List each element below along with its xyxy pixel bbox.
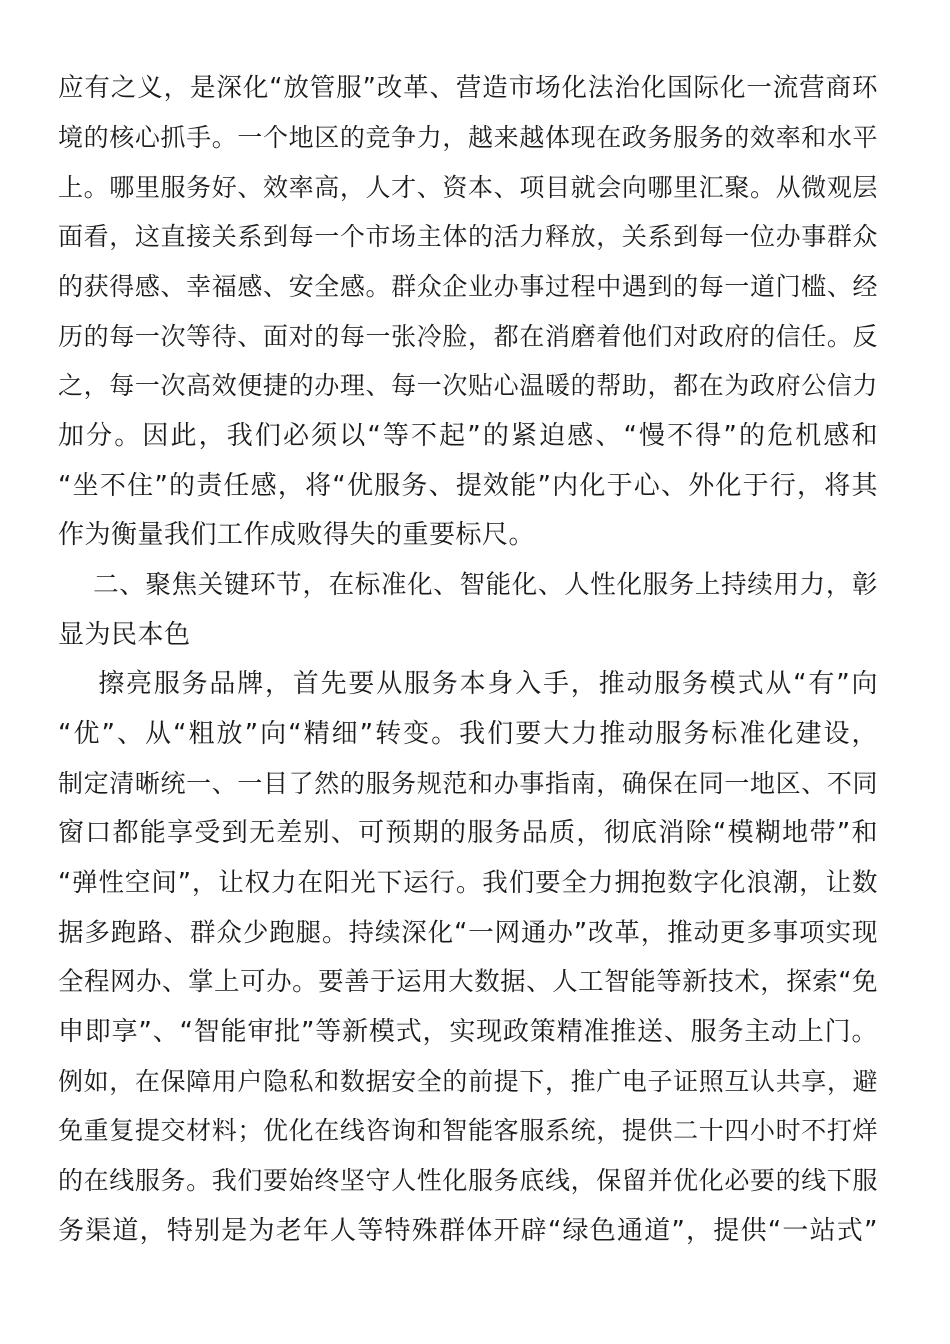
text-line-2: 境的核心抓手。一个地区的竞争力，越来越体现在政务服务的效率和水平 <box>58 123 878 152</box>
text-line-17: “弹性空间”，让权力在阳光下运行。我们要全力拥抱数字化浪潮，让数 <box>58 868 878 898</box>
text-line-1: 应有之义，是深化“放管服”改革、营造市场化法治化国际化一流营商环 <box>58 73 878 103</box>
text-line-6: 历的每一次等待、面对的每一张冷脸，都在消磨着他们对政府的信任。反 <box>58 322 878 351</box>
text-line-18: 据多跑路、群众少跑腿。持续深化“一网通办”改革，推动更多事项实现 <box>58 918 878 948</box>
section-heading-line-2: 显为民本色 <box>58 620 191 650</box>
text-line-8: 加分。因此，我们必须以“等不起”的紧迫感、“慢不得”的危机感和 <box>58 421 878 451</box>
text-line-14: “优”、从“粗放”向“精细”转变。我们要大力推动服务标准化建设， <box>58 719 878 749</box>
text-line-4: 面看，这直接关系到每一个市场主体的活力释放，关系到每一位办事群众 <box>58 222 878 251</box>
text-line-10: 作为衡量我们工作成败得失的重要标尺。 <box>58 520 536 550</box>
section-heading-line-1: 二、聚焦关键环节，在标准化、智能化、人性化服务上持续用力，彰 <box>58 570 878 600</box>
text-line-24: 务渠道，特别是为老年人等特殊群体开辟“绿色通道”，提供“一站式” <box>58 1216 878 1246</box>
text-line-21: 例如，在保障用户隐私和数据安全的前提下，推广电子证照互认共享，避 <box>58 1067 878 1096</box>
text-line-23: 的在线服务。我们要始终坚守人性化服务底线，保留并优化必要的线下服 <box>58 1166 878 1195</box>
text-line-3: 上。哪里服务好、效率高，人才、资本、项目就会向哪里汇聚。从微观层 <box>58 173 878 202</box>
text-line-20: 申即享”、“智能审批”等新模式，实现政策精准推送、服务主动上门。 <box>58 1017 878 1047</box>
text-line-16: 窗口都能享受到无差别、可预期的服务品质，彻底消除“模糊地带”和 <box>58 818 878 848</box>
text-line-7: 之，每一次高效便捷的办理、每一次贴心温暖的帮助，都在为政府公信力 <box>58 371 878 400</box>
text-line-5: 的获得感、幸福感、安全感。群众企业办事过程中遇到的每一道门槛、经 <box>58 272 878 301</box>
text-line-13: 擦亮服务品牌，首先要从服务本身入手，推动服务模式从“有”向 <box>58 669 878 699</box>
text-line-19: 全程网办、掌上可办。要善于运用大数据、人工智能等新技术，探索“免 <box>58 967 878 997</box>
text-line-9: “坐不住”的责任感，将“优服务、提效能”内化于心、外化于行，将其 <box>58 471 878 501</box>
text-line-22: 免重复提交材料；优化在线咨询和智能客服系统，提供二十四小时不打烊 <box>58 1116 878 1145</box>
text-line-15: 制定清晰统一、一目了然的服务规范和办事指南，确保在同一地区、不同 <box>58 769 878 798</box>
